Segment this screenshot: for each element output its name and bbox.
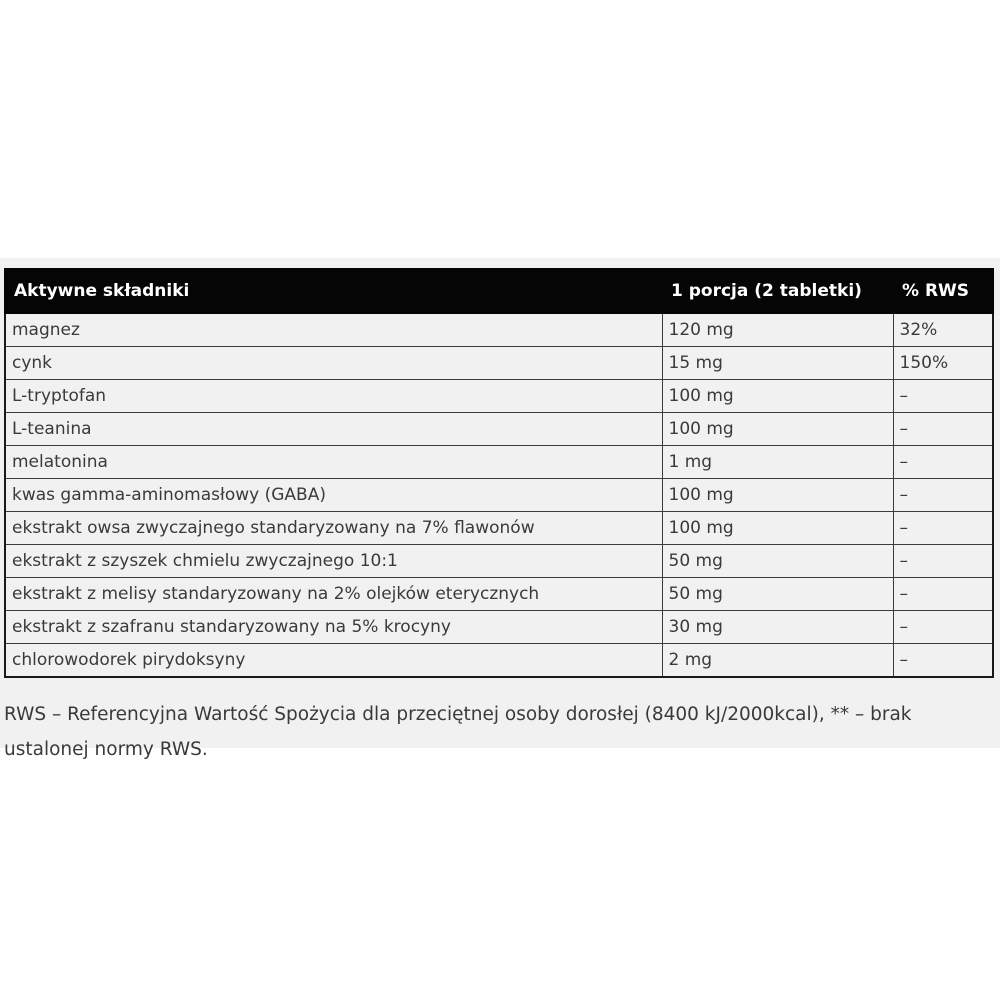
- ingredient-cell: melatonina: [5, 446, 662, 479]
- rws-cell: –: [893, 413, 993, 446]
- rws-cell: –: [893, 446, 993, 479]
- rws-footnote: RWS – Referencyjna Wartość Spożycia dla przeciętnej osoby dorosłej (8400 kJ/2000kcal), ** – brak ustalonej normy RWS.: [4, 703, 912, 760]
- rws-cell: –: [893, 512, 993, 545]
- amount-cell: 1 mg: [662, 446, 893, 479]
- amount-cell: 50 mg: [662, 578, 893, 611]
- rws-cell: –: [893, 545, 993, 578]
- amount-cell: 100 mg: [662, 479, 893, 512]
- header-rws: % RWS: [893, 269, 993, 313]
- amount-cell: 30 mg: [662, 611, 893, 644]
- rws-cell: –: [893, 611, 993, 644]
- table-row: [5, 512, 993, 545]
- amount-cell: 100 mg: [662, 512, 893, 545]
- ingredient-cell: ekstrakt z szyszek chmielu zwyczajnego 10:1: [5, 545, 662, 578]
- table-row: [5, 611, 993, 644]
- ingredient-cell: cynk: [5, 347, 662, 380]
- rws-cell: –: [893, 479, 993, 512]
- ingredient-cell: ekstrakt z melisy standaryzowany na 2% olejków eterycznych: [5, 578, 662, 611]
- ingredient-cell: magnez: [5, 313, 662, 347]
- amount-cell: 2 mg: [662, 644, 893, 678]
- table-row: [5, 380, 993, 413]
- table-row: [5, 446, 993, 479]
- ingredient-cell: kwas gamma-aminomasłowy (GABA): [5, 479, 662, 512]
- ingredient-cell: ekstrakt owsa zwyczajnego standaryzowany na 7% flawonów: [5, 512, 662, 545]
- ingredient-cell: L-tryptofan: [5, 380, 662, 413]
- table-row: [5, 413, 993, 446]
- table-row: [5, 479, 993, 512]
- table-row: [5, 578, 993, 611]
- rws-cell: –: [893, 380, 993, 413]
- table-row: [5, 545, 993, 578]
- header-amount: 1 porcja (2 tabletki): [662, 269, 893, 313]
- amount-cell: 100 mg: [662, 413, 893, 446]
- rws-cell: 32%: [893, 313, 993, 347]
- amount-cell: 100 mg: [662, 380, 893, 413]
- ingredient-cell: L-teanina: [5, 413, 662, 446]
- table-row: [5, 313, 993, 347]
- amount-cell: 15 mg: [662, 347, 893, 380]
- table-row: [5, 347, 993, 380]
- rws-cell: –: [893, 578, 993, 611]
- table-header-row: [5, 269, 993, 313]
- table-row: [5, 644, 993, 678]
- rws-cell: –: [893, 644, 993, 678]
- amount-cell: 120 mg: [662, 313, 893, 347]
- amount-cell: 50 mg: [662, 545, 893, 578]
- rws-cell: 150%: [893, 347, 993, 380]
- header-ingredient: Aktywne składniki: [5, 269, 662, 313]
- ingredient-cell: ekstrakt z szafranu standaryzowany na 5% krocyny: [5, 611, 662, 644]
- supplement-facts-table: [4, 268, 994, 678]
- ingredient-cell: chlorowodorek pirydoksyny: [5, 644, 662, 678]
